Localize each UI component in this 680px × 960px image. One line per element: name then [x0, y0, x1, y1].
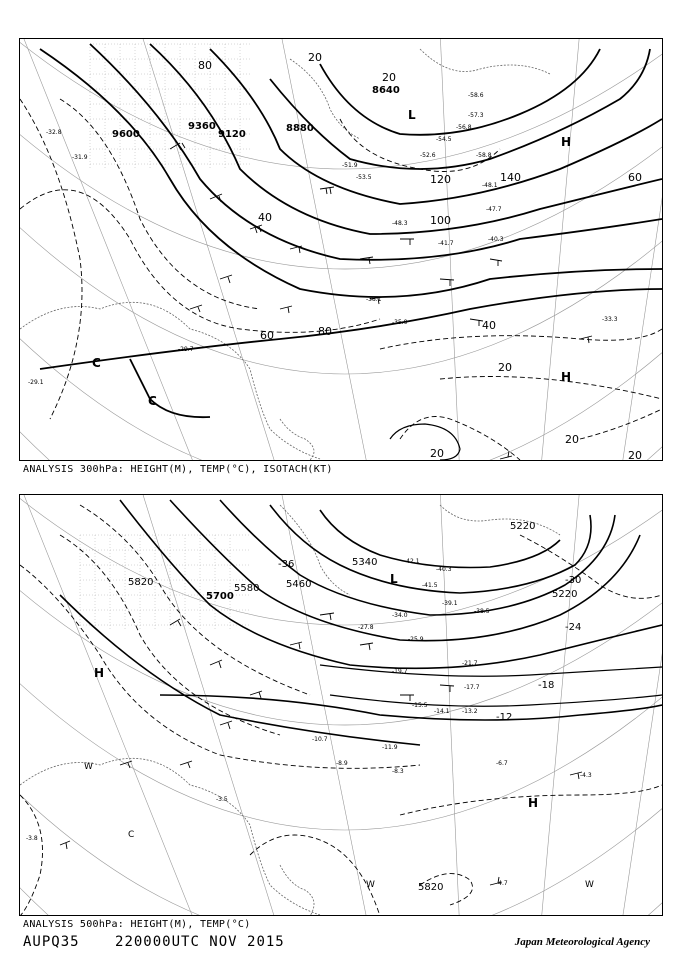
height-label-9600: 9600 [112, 129, 140, 140]
temperature-label: -6.7 [496, 760, 508, 767]
temperature-label: -47.7 [486, 206, 502, 213]
isotach-label: 80 [318, 325, 332, 338]
temperature-label: -39.1 [442, 600, 458, 607]
temperature-label: -54.5 [436, 136, 452, 143]
temperature-label: -11.9 [382, 744, 398, 751]
temperature-label: -53.5 [356, 174, 372, 181]
height-label-5220: 5220 [510, 521, 536, 532]
temperature-label: -56.8 [456, 124, 472, 131]
center-mark-warm: W [84, 762, 93, 772]
height-label-8880: 8880 [286, 123, 314, 134]
height-label-9120: 9120 [218, 129, 246, 140]
height-label-5580: 5580 [234, 583, 260, 594]
height-label-5460: 5460 [286, 579, 312, 590]
temperature-label: -29.7 [178, 346, 194, 353]
temperature-label: -42.1 [404, 558, 420, 565]
temperature-label: -32.8 [46, 129, 62, 136]
temperature-label: -48.1 [482, 182, 498, 189]
temperature-label: -38.5 [474, 608, 490, 615]
center-mark-warm: W [366, 880, 375, 890]
caption-500hpa: ANALYSIS 500hPa: HEIGHT(M), TEMP(°C) [23, 919, 251, 930]
isotach-label: 140 [500, 171, 521, 184]
temperature-contour-label: -12 [496, 712, 513, 723]
height-label-5820: 5820 [128, 577, 154, 588]
temperature-label: -8.9 [336, 760, 348, 767]
isotach-label: 20 [498, 361, 512, 374]
temperature-label: -10.7 [312, 736, 328, 743]
chart-identifier [23, 934, 311, 950]
isotach-label: 120 [430, 173, 451, 186]
height-label-9360: 9360 [188, 121, 216, 132]
pressure-center-cold: C [92, 356, 101, 370]
temperature-label: -3.5 [216, 796, 228, 803]
valid-time: 220000UTC NOV 2015 [115, 934, 285, 950]
isotherm-lines [320, 665, 662, 706]
temperature-contour-label: -36 [278, 559, 295, 570]
temperature-label: -17.7 [464, 684, 480, 691]
temperature-label: -51.9 [342, 162, 358, 169]
temperature-label: -14.1 [434, 708, 450, 715]
chart-code: AUPQ35 [23, 934, 80, 950]
temperature-label: -40.3 [488, 236, 504, 243]
map-500hpa-canvas [20, 495, 662, 916]
temperature-contour-label: -24 [565, 622, 582, 633]
temperature-label: -41.7 [438, 240, 454, 247]
analysis-300hpa-map [19, 38, 663, 461]
caption-300hpa: ANALYSIS 300hPa: HEIGHT(M), TEMP(°C), ISOTACH(KT) [23, 464, 333, 475]
isotach-label: 20 [382, 71, 396, 84]
isotach-label: 20 [628, 449, 642, 460]
temperature-label: -4.3 [580, 772, 592, 779]
temperature-contours [20, 505, 662, 916]
temperature-label: -38.1 [366, 296, 382, 303]
temperature-label: -25.9 [408, 636, 424, 643]
pressure-center-low: L [390, 572, 398, 586]
temperature-contour-label: -30 [565, 575, 582, 586]
height-label-5700: 5700 [206, 591, 234, 602]
isotach-label: 20 [308, 51, 322, 64]
pressure-center-cold: C [148, 394, 157, 408]
map-300hpa-canvas [20, 39, 662, 460]
pressure-center-group [94, 572, 538, 810]
isotach-label: 60 [260, 329, 274, 342]
temperature-label: -15.5 [412, 702, 428, 709]
temperature-label: -29.1 [28, 379, 44, 386]
temperature-label: -40.3 [436, 566, 452, 573]
height-contours [40, 44, 662, 417]
temperature-label: -52.6 [420, 152, 436, 159]
temperature-label: -3.8 [26, 835, 38, 842]
graticule [20, 495, 662, 916]
temperature-label: -34.0 [392, 612, 408, 619]
temperature-contour-label: -18 [538, 680, 555, 691]
center-mark-warm: W [585, 880, 594, 890]
temperature-label: -8.3 [392, 768, 404, 775]
pressure-center-high: H [561, 135, 572, 149]
temperature-label: -58.8 [476, 152, 492, 159]
height-label-5340: 5340 [352, 557, 378, 568]
height-label-group [128, 521, 577, 893]
temperature-label: -58.6 [468, 92, 484, 99]
temperature-label: -19.7 [392, 668, 408, 675]
pressure-center-high: H [94, 666, 105, 680]
pressure-center-high: H [561, 370, 572, 384]
center-mark-cold: C [128, 830, 135, 840]
temperature-label: -57.3 [468, 112, 484, 119]
temperature-label: -35.9 [392, 319, 408, 326]
low-center-circle [390, 424, 460, 460]
analysis-500hpa-map [19, 494, 663, 916]
temperature-label: -4.7 [496, 880, 508, 887]
isotach-label: 40 [482, 319, 496, 332]
wind-barbs [60, 613, 582, 885]
height-label-5220: 5220 [552, 589, 578, 600]
height-label-8640: 8640 [372, 85, 400, 96]
coastlines [20, 49, 550, 460]
temperature-label: -33.3 [602, 316, 618, 323]
isotach-label: 100 [430, 214, 451, 227]
temperature-label: -48.3 [392, 220, 408, 227]
pressure-center-high: H [528, 796, 539, 810]
temperature-label: -21.7 [462, 660, 478, 667]
isotach-label: 20 [565, 433, 579, 446]
temperature-label: -27.8 [358, 624, 374, 631]
isotach-label: 20 [430, 447, 444, 460]
agency-credit: Japan Meteorological Agency [514, 936, 650, 948]
isotach-label: 80 [198, 59, 212, 72]
height-label-5820: 5820 [418, 882, 444, 893]
isotach-label-group [198, 51, 642, 460]
pressure-center-low: L [408, 108, 416, 122]
isotach-label: 40 [258, 211, 272, 224]
graticule [20, 39, 662, 460]
temperature-label: -13.2 [462, 708, 478, 715]
isotach-label: 60 [628, 171, 642, 184]
temperature-label: -41.5 [422, 582, 438, 589]
temperature-label: -31.9 [72, 154, 88, 161]
